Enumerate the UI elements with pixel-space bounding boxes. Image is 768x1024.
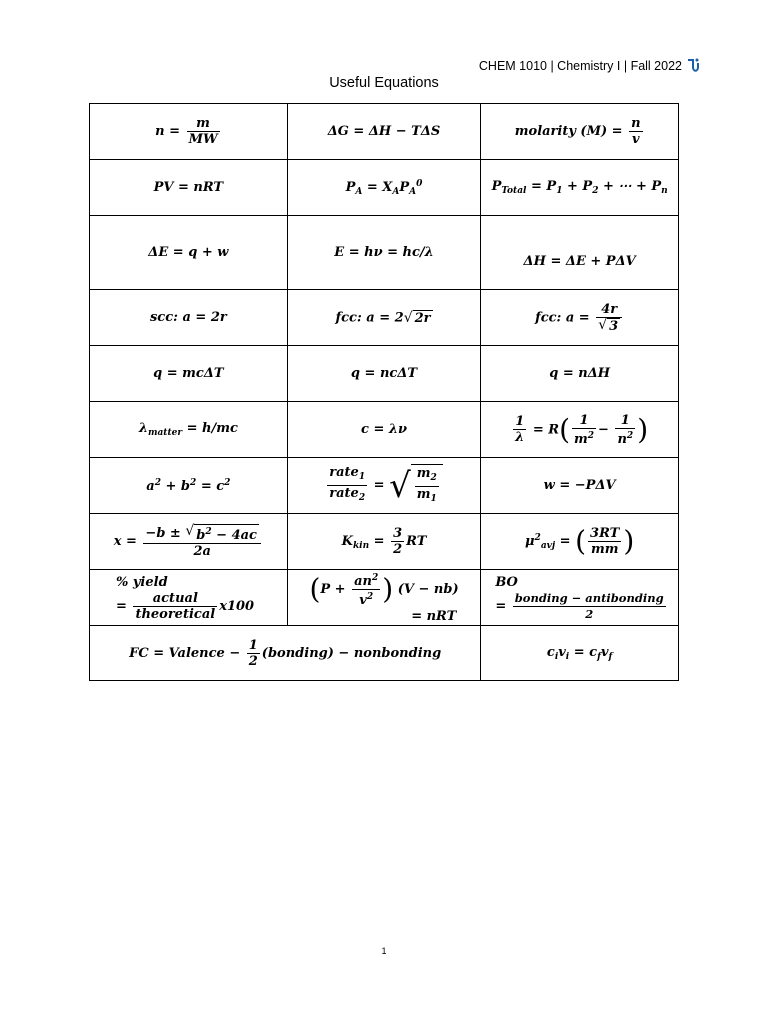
eq-moles: n = $\frac{m}{MW}$ [90,104,288,160]
eq-formal-charge: FC = Valence − $\frac{1}{2}$ (bonding) − nonbonding [90,626,481,681]
page-title: Useful Equations [329,75,439,91]
page-header [479,58,700,74]
eq-quadratic: x = −b ± √ $b^2 - 4ac$ 2a [90,514,288,570]
university-logo-icon [686,58,700,74]
eq-scc: scc: a = 2r [90,290,288,346]
eq-ideal-gas: PV = nRT [90,160,288,216]
eq-dalton: $P_{Total} = P_1 + P_2$ + ⋯ + $P_n$ [481,160,679,216]
eq-pythagoras: $a^2 + b^2 = c^2$ [90,458,288,514]
eq-heat-mass: q = mcΔT [90,346,288,402]
eq-fcc-sqrt: fcc: a = 2 √ 2r [287,290,481,346]
eq-internal-energy: ΔE = q + w [90,216,288,290]
eq-heat-mol: q = ncΔT [287,346,481,402]
eq-van-der-waals: (P + $\frac{an^2}{v^2}$ ) (V − nb) = nRT [287,570,481,626]
eq-percent-yield: % yield = $\frac{\text{actual}}{\text{theoretical}}$ x100 [90,570,288,626]
eq-graham: $\frac{rate_1}{rate_2}$ = √ $\frac{m_2}{m_1}$ [287,458,481,514]
table-row [90,514,679,570]
eq-heat-enthalpy: q = nΔH [481,346,679,402]
eq-dilution: $c_iv_i = c_fv_f$ [481,626,679,681]
eq-kinetic-energy: $K_{kin}$ = $\frac{3}{2}$ RT [287,514,481,570]
course-label: CHEM 1010 | Chemistry I | Fall 2022 [478,59,682,73]
table-row [90,216,679,290]
table-row [90,160,679,216]
table-row [90,402,679,458]
table-row [90,290,679,346]
table-row [90,458,679,514]
table-row [90,104,679,160]
equations-table [89,103,679,681]
eq-molarity: molarity (M) = $\frac{n}{v}$ [481,104,679,160]
eq-enthalpy: ΔH = ΔE + PΔV [481,216,679,290]
eq-bond-order: BO = $\frac{\text{bonding − antibonding}}{2}$ [481,570,679,626]
table-row [90,346,679,402]
eq-fcc-frac: fcc: a = 4r √ 3 [481,290,679,346]
table-row [90,570,679,626]
eq-wave: c = λν [287,402,481,458]
page-number: 1 [381,946,387,956]
eq-gibbs: ΔG = ΔH − TΔS [287,104,481,160]
eq-photon-energy: E = hν = hc/λ [287,216,481,290]
eq-rms-speed: $\mu^2_{avj}$ = ( $\frac{3RT}{mm}$ ) [481,514,679,570]
eq-work: w = −PΔV [481,458,679,514]
eq-rydberg: $\frac{1}{\lambda}$ = R( $\frac{1}{m^2}$ − $\frac{1}{n^2}$ ) [481,402,679,458]
table-row [90,626,679,681]
eq-raoult: $P_A = X_AP_A^0$ [287,160,481,216]
eq-de-broglie: $\lambda_{matter} = h/mc$ [90,402,288,458]
